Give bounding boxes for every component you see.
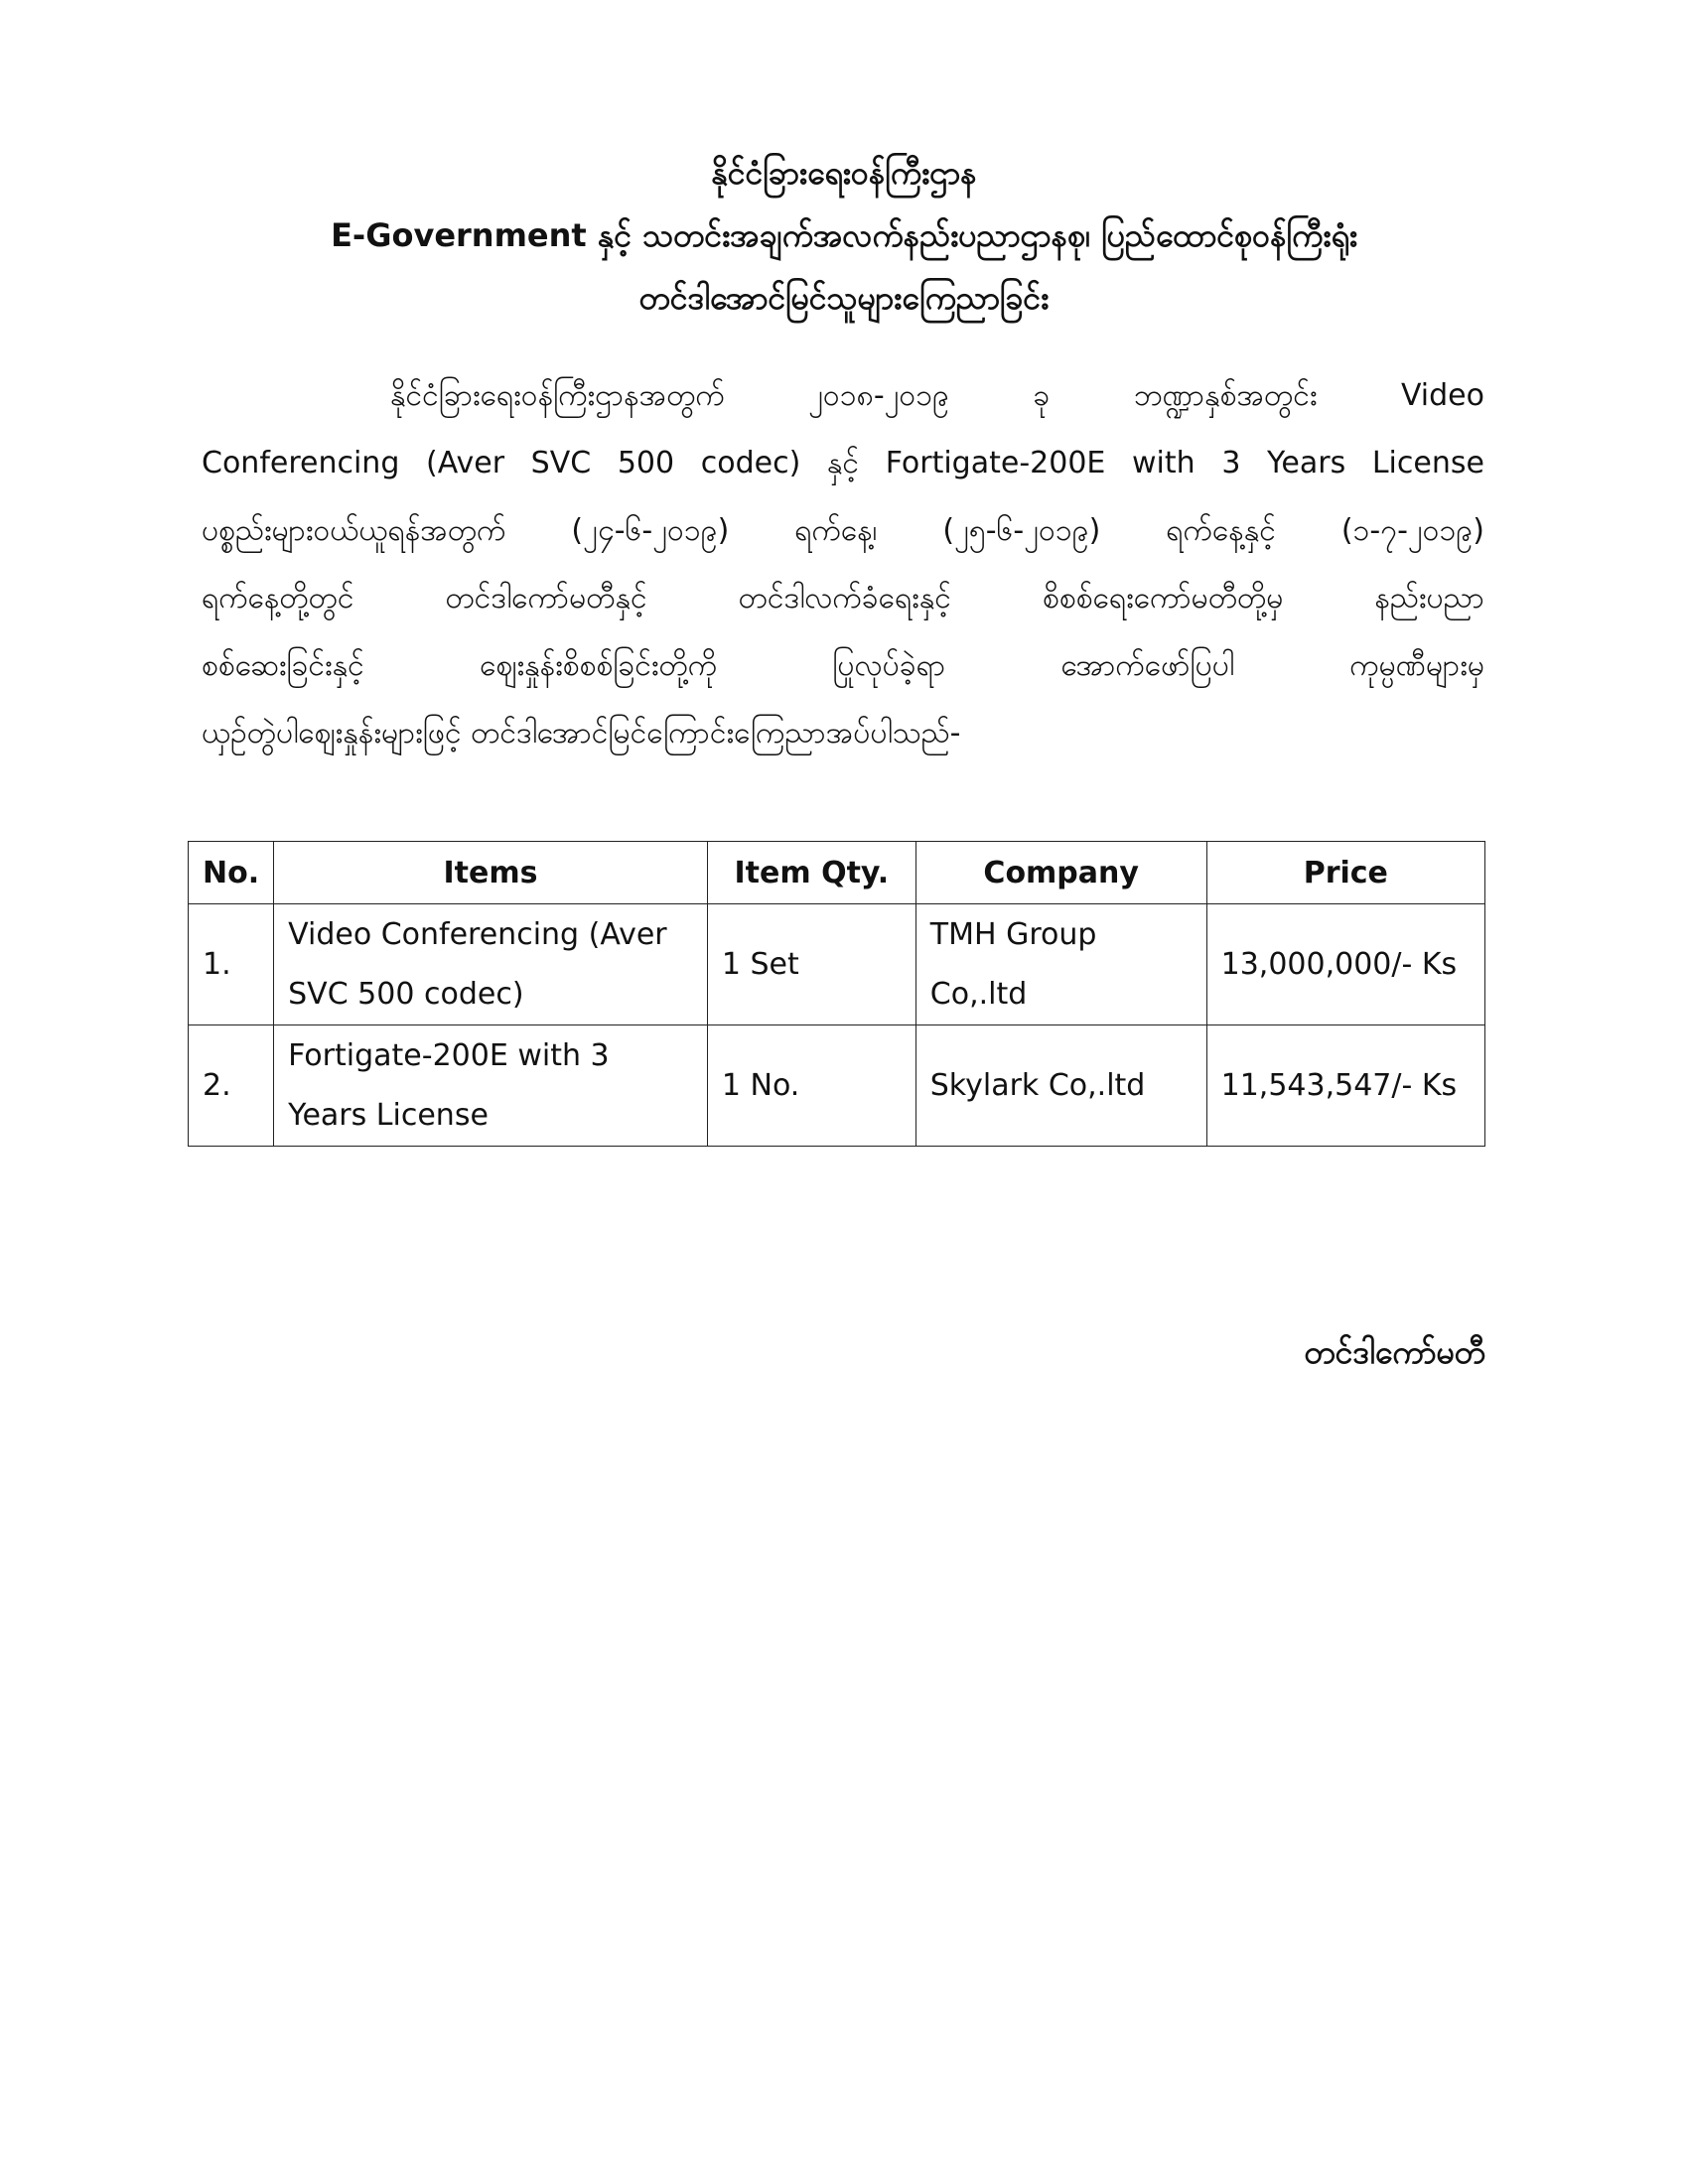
- row-qty: 1 Set: [707, 904, 915, 1025]
- body-line-2: [202, 440, 1484, 507]
- body-word: ပစ္စည်းများဝယ်ယူရန်အတွက်: [202, 513, 506, 548]
- row-item: Video Conferencing (Aver SVC 500 codec): [274, 904, 708, 1025]
- body-word: ယှဉ်တွဲပါဈေးနှုန်းများဖြင့် တင်ဒါအောင်မြင်ကြောင်းကြေညာအပ်ပါသည်-: [202, 716, 961, 751]
- body-word: Conferencing: [202, 446, 400, 480]
- row-company: TMH Group Co,.ltd: [915, 904, 1206, 1025]
- body-word: နှင့်: [826, 446, 860, 480]
- row-price: 13,000,000/- Ks: [1206, 904, 1484, 1025]
- ministry-title: နိုင်ငံခြားရေးဝန်ကြီးဌာန: [711, 154, 977, 192]
- body-word: Fortigate-200E: [885, 446, 1106, 480]
- body-word: ဘဏ္ဍာနှစ်အတွင်း: [1133, 378, 1318, 413]
- body-word: with: [1132, 446, 1196, 480]
- signature-committee: တင်ဒါကော်မတီ: [1304, 1333, 1485, 1371]
- body-line-5: [202, 642, 1484, 710]
- body-line-1: [202, 372, 1484, 440]
- body-word: (Aver: [426, 446, 505, 480]
- body-line-6: [202, 710, 1484, 777]
- body-word: SVC: [530, 446, 592, 480]
- body-word: ကုမ္ပဏီများမှ: [1349, 648, 1484, 683]
- row-company: Skylark Co,.ltd: [915, 1025, 1206, 1147]
- body-word: ရက်နေ့၊: [794, 513, 878, 548]
- body-word: နည်းပညာ: [1374, 581, 1484, 615]
- header-items: Items: [274, 842, 708, 904]
- body-word: စစ်ဆေးခြင်းနှင့်: [202, 648, 364, 683]
- table-row: [189, 1025, 1485, 1147]
- body-line-4: [202, 575, 1484, 642]
- body-word: နိုင်ငံခြားရေးဝန်ကြီးဌာနအတွက်: [390, 378, 725, 413]
- body-word: ဈေးနှုန်းစိစစ်ခြင်းတို့ကို: [480, 648, 718, 683]
- row-qty: 1 No.: [707, 1025, 915, 1147]
- body-word: ပြုလုပ်ခဲ့ရာ: [832, 648, 946, 683]
- row-price: 11,543,547/- Ks: [1206, 1025, 1484, 1147]
- tender-results-table: [188, 841, 1485, 1147]
- body-word: တင်ဒါကော်မတီနှင့်: [445, 581, 647, 615]
- body-word: ရက်နေ့တို့တွင်: [202, 581, 354, 615]
- header-price: Price: [1206, 842, 1484, 904]
- body-word: (၁-၇-၂၀၁၉): [1340, 513, 1484, 548]
- body-word: codec): [700, 446, 801, 480]
- body-line-3: [202, 507, 1484, 575]
- body-word: 3: [1221, 446, 1241, 480]
- row-item: Fortigate-200E with 3 Years License: [274, 1025, 708, 1147]
- body-word: ခု: [1033, 378, 1051, 413]
- body-word: ၂၀၁၈-၂၀၁၉: [808, 378, 949, 413]
- body-word: Years: [1267, 446, 1346, 480]
- body-word: 500: [617, 446, 675, 480]
- header-no: No.: [189, 842, 274, 904]
- table-row: [189, 904, 1485, 1025]
- body-word: (၂၅-၆-၂၀၁၉): [942, 513, 1101, 548]
- body-word: စိစစ်ရေးကော်မတီတို့မှ: [1042, 581, 1284, 615]
- body-word: (၂၄-၆-၂၀၁၉): [571, 513, 730, 548]
- announcement-title: တင်ဒါအောင်မြင်သူများကြေညာခြင်း: [638, 279, 1050, 317]
- body-word: License: [1371, 446, 1484, 480]
- table-header-row: [189, 842, 1485, 904]
- header-qty: Item Qty.: [707, 842, 915, 904]
- row-no: 2.: [189, 1025, 274, 1147]
- row-no: 1.: [189, 904, 274, 1025]
- body-word: အောက်ဖော်ပြပါ: [1060, 648, 1234, 683]
- body-word: ရက်နေ့နှင့်: [1166, 513, 1276, 548]
- announcement-body: [202, 372, 1484, 777]
- body-word: တင်ဒါလက်ခံရေးနှင့်: [738, 581, 951, 615]
- department-title: E-Government နှင့် သတင်းအချက်အလက်နည်းပညာဌာနစု၊ ပြည်ထောင်စုဝန်ကြီးရုံး: [331, 216, 1357, 254]
- body-word: Video: [1400, 378, 1484, 413]
- header-company: Company: [915, 842, 1206, 904]
